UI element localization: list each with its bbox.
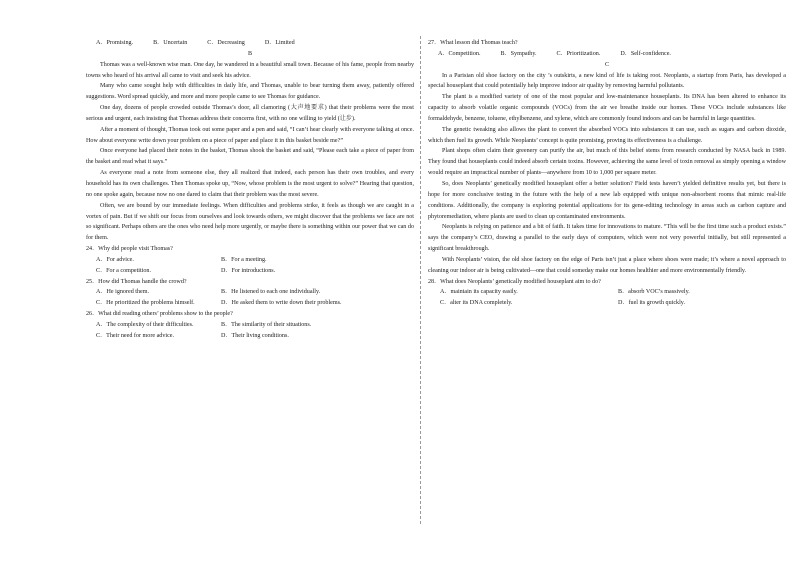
option-c: C．For a competition. xyxy=(96,267,152,274)
option-a: A．maintain its capacity easily. xyxy=(440,289,518,296)
passage-b-paragraph: Many who came sought help with difficulties in daily life, and Thomas, unable to bear turning them away, patiently offered suggestions. Word spread quickly, and more and more people came to see Thomas for guidance. xyxy=(86,83,414,101)
passage-c-paragraph: The plant is a modified variety of one of the most popular and low-maintenance houseplants. Its DNA has been altered to enhance its capacity to absorb volatile organic compounds (VOCs) from the air we breathe inside our homes. These VOCs include substances like formaldehyde, benzene, toluene, ethylbenzene, and xylene, which are commonly found indoors and can be harmful in large quantities. xyxy=(428,94,786,122)
option-b: B．The similarity of their situations. xyxy=(221,321,312,328)
question-27-options xyxy=(438,49,786,60)
option-d: D．Limited xyxy=(264,40,295,46)
question-25-options xyxy=(96,287,414,309)
option-b: B．Sympathy. xyxy=(500,50,537,57)
question-24: 24．Why did people visit Thomas? xyxy=(86,246,173,253)
question-26: 26．What did reading others’ problems show to the people? xyxy=(86,311,233,318)
option-d: D．fuel its growth quickly. xyxy=(618,300,685,307)
right-column xyxy=(428,38,786,309)
option-c: C．He prioritized the problems himself. xyxy=(96,300,195,307)
left-column xyxy=(86,38,414,342)
question-28: 28．What does Neoplants’ genetically modified houseplant aim to do? xyxy=(428,278,601,285)
passage-b-paragraph: Often, we are bound by our immediate feelings. When difficulties and problems strike, it feels as though we are caught in a vortex of pain. But if we shift our focus from ourselves and look towards others, we might discover that the problems we face are not so significant. Perhaps others are the ones who need help more urgently, or maybe there is something within our power that we can do for them. xyxy=(86,202,414,242)
question-26-options xyxy=(96,320,414,342)
option-c: C．alter its DNA completely. xyxy=(440,300,513,307)
question-27: 27．What lesson did Thomas teach? xyxy=(428,40,518,46)
passage-c-paragraph: With Neoplants’ vision, the old shoe factory on the edge of Paris isn’t just a place where shoes were made; it’s where a novel approach to cleaning our indoor air is being cultivated—one that could someday make our homes healthier and more environmentally friendly. xyxy=(428,256,786,274)
option-d: D．Self-confidence. xyxy=(620,50,671,57)
passage-c-paragraph: The genetic tweaking also allows the plant to convert the absorbed VOCs into substances it can use, such as sugars and carbon dioxide, which then fuel its growth. While Neoplants’ concept is quite promising, proving its effectiveness is a challenge. xyxy=(428,126,786,144)
option-c: C．Prioritization. xyxy=(556,50,601,57)
option-a: A．Promising. xyxy=(96,40,134,46)
passage-c-paragraph: Plant shops often claim their greenery can purify the air, but much of this belief stems from research conducted by NASA back in 1989. They found that houseplants could indeed absorb certain toxins. However, achieving the same level of toxin removal as simply opening a window would require an impractical number of plants—anywhere from 10 to 1,000 per square meter. xyxy=(428,148,786,177)
option-c: C．Decreasing xyxy=(207,40,245,46)
question-25: 25．How did Thomas handle the crowd? xyxy=(86,278,187,285)
passage-b-paragraph: After a moment of thought, Thomas took out some paper and a pen and said, “I can’t hear clearly with everyone talking at once. How about everyone write down your problem on a piece of paper and place it in this basket beside me?” xyxy=(86,126,414,144)
passage-b-paragraph: One day, dozens of people crowded outside Thomas’s door, all clamoring (大声地要求) that their problems were the most serious and urgent, each insisting that Thomas address their concerns first, with no one willing to yield (让步). xyxy=(86,105,414,122)
question-24-options xyxy=(96,255,414,277)
option-a: A．For advice. xyxy=(96,256,134,263)
option-d: D．Their living conditions. xyxy=(221,332,289,339)
option-a: A．The complexity of their difficulties. xyxy=(96,321,194,328)
passage-b-paragraph: Once everyone had placed their notes in the basket, Thomas shook the basket and said, “Please each take a piece of paper from the basket and read what it says.” xyxy=(86,148,414,166)
option-a: A．Competition. xyxy=(438,50,481,57)
option-c: C．Their need for more advice. xyxy=(96,332,175,339)
passage-b-paragraph: Thomas was a well-known wise man. One day, he wandered in a beautiful small town. Because of his fame, people from nearby towns who heard of his arrival all came to visit and seek his advice. xyxy=(86,61,414,79)
passage-c-paragraph: In a Parisian old shoe factory on the city ’s outskirts, a new kind of life is taking root. Neoplants, a startup from Paris, has developed a special houseplant that could potentially help improve indoor air quality by removing harmful pollutants. xyxy=(428,72,786,90)
option-b: B．absorb VOC’s massively. xyxy=(618,289,690,296)
option-d: D．For introductions. xyxy=(221,267,276,274)
passage-c-paragraph: Neoplants is relying on patience and a bit of faith. It takes time for innovations to mature. “This will be the first time such a product exists.” says the company’s CEO, drawing a parallel to the early days of computers, which were not very powerful initially, but still represented a significant breakthrough. xyxy=(428,224,786,253)
option-b: B．Uncertain xyxy=(153,40,188,46)
passage-b-paragraph: As everyone read a note from someone else, they all realized that indeed, each person has their own troubles, and every household has its own challenges. Then Thomas spoke up, “Now, whose problem is the most urgent to solve?” Hearing that question, no one spoke again, because now no one dared to claim that their problem was the most severe. xyxy=(86,170,414,198)
section-c-heading: C xyxy=(604,61,610,68)
question-28-options xyxy=(440,287,786,309)
option-d: D．He asked them to write down their problems. xyxy=(221,300,342,307)
passage-c-paragraph: So, does Neoplants’ genetically modified houseplant offer a better solution? Field tests haven’t yielded definitive results yet, but there is hope for more conclusive testing in the future with the help of a new lab equipped with unique non-absorbent rooms that mimic real-life conditions. Additionally, the company is exploring potential applications for its gene-editing technology in areas such as carbon capture and phytoremediation, where plants are used to clean up contaminated environments. xyxy=(428,180,786,220)
option-b: B．For a meeting. xyxy=(221,256,267,263)
previous-question-options xyxy=(96,38,414,49)
column-divider xyxy=(420,36,421,524)
option-a: A．He ignored them. xyxy=(96,289,149,296)
section-b-heading: B xyxy=(247,50,253,57)
option-b: B．He listened to each one individually. xyxy=(221,289,321,296)
